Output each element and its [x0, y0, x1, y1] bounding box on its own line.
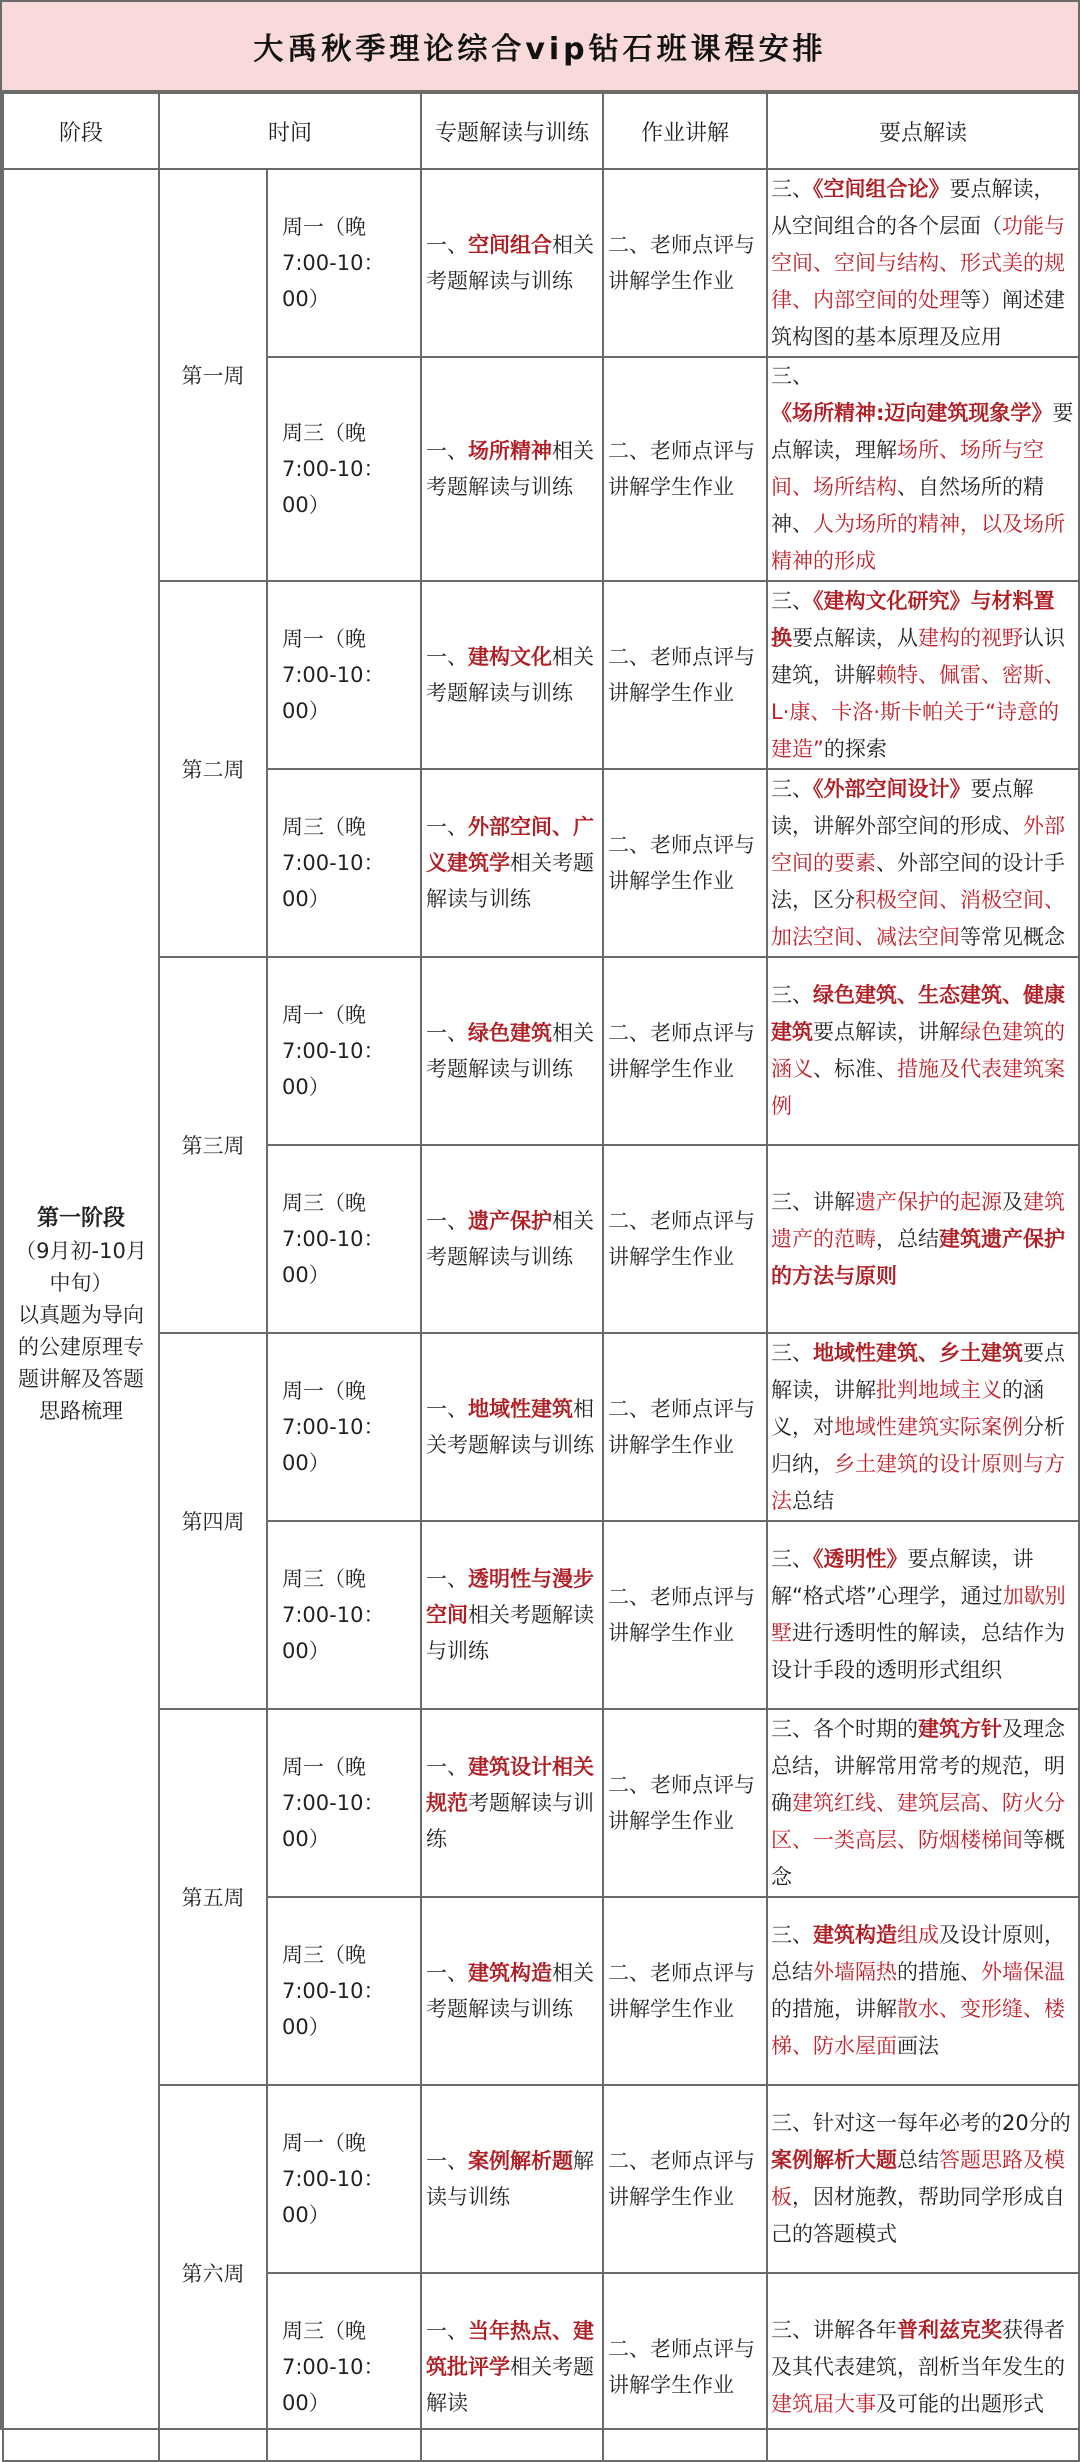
text-run: 等常见概念 [960, 924, 1066, 949]
text-run: ，因材施教，帮助同学形成自己的答题模式 [771, 2185, 1066, 2246]
homework-cell: 二、老师点评与讲解学生作业 [603, 957, 767, 1145]
text-run: 解读与训练 [426, 2149, 595, 2209]
text-run: 外墙保温 [981, 1960, 1066, 1984]
homework-cell: 二、老师点评与讲解学生作业 [603, 1521, 767, 1709]
homework-cell: 二、老师点评与讲解学生作业 [603, 1709, 767, 1897]
text-run: 相关考题解读与训练 [426, 1603, 595, 1663]
text-run: 《空间组合论》 [813, 176, 950, 201]
text-run: 乡土建筑的设计原则与方法 [771, 1451, 1066, 1513]
homework-cell: 二、老师点评与讲解学生作业 [603, 169, 767, 357]
text-run: 三、各个时期的 [771, 1716, 919, 1741]
session-time: 周三（晚7:00-10：00） [267, 357, 421, 581]
text-run: 遗产保护的起源 [855, 1189, 1003, 1214]
text-run: 要点解读，讲解 [771, 1340, 1066, 1402]
text-run: 场所、场所与空间、场所结构 [771, 438, 1045, 499]
text-run: 遗产保护 [468, 1209, 553, 1233]
topic-cell [421, 1145, 603, 1333]
text-run: 等）阐述建筑构图的基本原理及应用 [771, 287, 1066, 349]
text-run: 三、 [771, 176, 814, 201]
text-run: 及 [1002, 1189, 1024, 1214]
homework-cell: 二、老师点评与讲解学生作业 [603, 1145, 767, 1333]
text-run: 建筑红线、建筑层高、防火分区、一类高层、防烟楼梯间 [771, 1790, 1066, 1852]
text-run: 人为场所的精神，以及场所精神的形成 [771, 512, 1066, 573]
text-run: 相关考题解读与训练 [426, 439, 595, 499]
topic-cell [421, 357, 603, 581]
text-run: 分析归纳， [771, 1414, 1066, 1476]
text-run: 案例解析题 [468, 2149, 574, 2173]
text-run: 功能与空间、空间与结构、形式美的规律、内部空间的处理 [771, 213, 1066, 312]
topic-cell [421, 169, 603, 357]
stage-cell [3, 169, 159, 2461]
text-run: 建筑构造 [468, 1961, 553, 1985]
text-run: ，总结 [876, 1226, 940, 1251]
text-run: 相关考题解读与训练 [426, 1021, 595, 1081]
text-run: 地域性建筑实际案例 [834, 1414, 1024, 1439]
week-label: 第二周 [159, 581, 267, 957]
stage-period: （9月初-10月中旬） [15, 1239, 147, 1295]
session-time: 周一（晚7:00-10：00） [267, 581, 421, 769]
text-run: 《建构文化研究》与材料置换 [771, 588, 1055, 650]
text-run: 要点解读，理解 [771, 401, 1074, 462]
session-time: 周三（晚7:00-10：00） [267, 1897, 421, 2085]
text-run: 一、 [426, 233, 469, 257]
session-time: 周一（晚7:00-10：00） [267, 957, 421, 1145]
text-run: 外部空间的要素 [771, 813, 1066, 875]
text-run: 三、讲解各年 [771, 2317, 898, 2342]
text-run: 散水、变形缝、楼梯、防水屋面 [771, 1997, 1066, 2058]
text-run: 绿色建筑、生态建筑、健康建筑 [771, 983, 1066, 1044]
text-run: 要点解读，讲解“格式塔”心理学，通过 [771, 1547, 1034, 1608]
text-run: 一、 [426, 815, 469, 839]
text-run: 相关考题解读与训练 [426, 233, 595, 293]
points-cell [767, 1709, 1079, 1897]
homework-cell: 二、老师点评与讲解学生作业 [603, 1333, 767, 1521]
text-run: 建筑遗产保护的方法与原则 [771, 1226, 1066, 1288]
text-run: 加歇别墅 [771, 1584, 1066, 1645]
homework-cell: 二、老师点评与讲解学生作业 [603, 769, 767, 957]
text-run: 批判地域主义 [876, 1377, 1003, 1402]
homework-cell: 二、老师点评与讲解学生作业 [603, 1897, 767, 2085]
header-topic: 专题解读与训练 [421, 93, 603, 169]
text-run: 相关考题解读与训练 [426, 851, 595, 911]
text-run: 建筑方针 [918, 1716, 1003, 1741]
topic-cell [421, 581, 603, 769]
points-cell [767, 957, 1079, 1145]
text-run: 一、 [426, 2149, 469, 2173]
session-time: 周一（晚7:00-10：00） [267, 1709, 421, 1897]
text-run: 获得者及其代表建筑，剖析当年发生的 [771, 2317, 1066, 2379]
session-time: 周三（晚7:00-10：00） [267, 1521, 421, 1709]
points-cell [767, 169, 1079, 357]
text-run: 《场所精神:迈向建筑现象学》 [771, 401, 1053, 425]
homework-cell: 二、老师点评与讲解学生作业 [603, 357, 767, 581]
text-run: 进行透明性的解读，总结作为设计手段的透明形式组织 [771, 1621, 1066, 1682]
session-row [3, 2085, 1079, 2273]
session-time: 周三（晚7:00-10：00） [267, 2273, 421, 2461]
text-run: 《透明性》 [813, 1547, 908, 1571]
points-cell [767, 1333, 1079, 1521]
text-run: 要点解读，从空间组合的各个层面（ [771, 176, 1055, 238]
header-row [3, 93, 1079, 169]
text-run: 积极空间、消极空间、加法空间、减法空间 [771, 887, 1066, 949]
topic-cell [421, 769, 603, 957]
text-run: 绿色建筑 [468, 1021, 553, 1045]
session-row [3, 1709, 1079, 1897]
text-run: 当年热点、建筑批评学 [426, 2319, 595, 2379]
text-run: 相关考题解读与训练 [426, 1209, 595, 1269]
text-run: 建筑遗产的范畴 [771, 1189, 1066, 1251]
topic-cell [421, 1897, 603, 2085]
stage-name: 第一阶段 [36, 1206, 125, 1231]
session-time: 周一（晚7:00-10：00） [267, 2085, 421, 2273]
text-run: 、标准、 [813, 1057, 898, 1081]
topic-cell [421, 2085, 603, 2273]
text-run: 相关考题解读 [426, 2355, 595, 2415]
text-run: 的措施，讲解 [771, 1997, 898, 2021]
text-run: 要点解读，讲解外部空间的形成、 [771, 776, 1034, 838]
text-run: 组成 [897, 1923, 940, 1947]
stage-desc: 以真题为导向的公建原理专题讲解及答题思路梳理 [18, 1303, 144, 1423]
text-run: 空间组合 [468, 233, 553, 257]
topic-cell [421, 1333, 603, 1521]
text-run: 总结 [897, 2148, 940, 2172]
topic-cell [421, 957, 603, 1145]
text-run: 相关考题解读与训练 [426, 645, 595, 705]
text-run: 地域性建筑 [468, 1397, 574, 1421]
text-run: 场所精神 [468, 439, 553, 463]
text-run: 一、 [426, 2319, 469, 2343]
week-label: 第五周 [159, 1709, 267, 2085]
schedule-table [2, 92, 1080, 2462]
points-cell [767, 1521, 1079, 1709]
text-run: 一、 [426, 1021, 469, 1045]
text-run: 一、 [426, 439, 469, 463]
text-run: 赖特、佩雷、密斯、L·康、卡洛·斯卡帕关于“诗意的建造” [771, 662, 1066, 761]
text-run: 外部空间、广义建筑学 [426, 815, 595, 875]
text-run: 普利兹克奖 [897, 2317, 1003, 2342]
text-run: 画法 [897, 2034, 940, 2058]
header-points: 要点解读 [767, 93, 1079, 169]
text-run: 及设计原则，总结 [771, 1923, 1066, 1984]
text-run: 一、 [426, 1209, 469, 1233]
text-run: 《外部空间设计》 [813, 776, 971, 801]
text-run: 的措施、 [897, 1960, 982, 1984]
text-run: 答题思路及模板 [771, 2148, 1066, 2209]
text-run: 建构的视野 [918, 625, 1024, 650]
session-time: 周一（晚7:00-10：00） [267, 169, 421, 357]
text-run: 总结 [792, 1488, 835, 1513]
text-run: 、自然场所的精神、 [771, 475, 1045, 536]
text-run: 三、针对这一每年必考的20分的 [771, 2111, 1071, 2135]
topic-cell [421, 1709, 603, 1897]
session-time: 周一（晚7:00-10：00） [267, 1333, 421, 1521]
text-run: 认识建筑，讲解 [771, 625, 1066, 687]
text-run: 三、 [771, 776, 814, 801]
text-run: 等概念 [771, 1827, 1066, 1889]
header-stage: 阶段 [3, 93, 159, 169]
text-run: 、外部空间的设计手法，区分 [771, 850, 1066, 912]
session-time: 周三（晚7:00-10：00） [267, 769, 421, 957]
points-cell [767, 2085, 1079, 2273]
text-run: 的探索 [823, 736, 887, 761]
header-time: 时间 [159, 93, 421, 169]
week-label: 第六周 [159, 2085, 267, 2461]
homework-cell: 二、老师点评与讲解学生作业 [603, 2273, 767, 2461]
session-row [3, 957, 1079, 1145]
text-run: 建筑设计相关规范 [426, 1755, 595, 1815]
text-run: 要点解读，从 [792, 625, 919, 650]
points-cell [767, 2273, 1079, 2461]
text-run: 建筑届大事 [771, 2391, 877, 2416]
text-run: 案例解析大题 [771, 2148, 898, 2172]
session-row [3, 581, 1079, 769]
text-run: 一、 [426, 1397, 469, 1421]
text-run: 一、 [426, 645, 469, 669]
text-run: 外墙隔热 [813, 1960, 898, 1984]
points-cell [767, 581, 1079, 769]
session-time: 周三（晚7:00-10：00） [267, 1145, 421, 1333]
text-run: 地域性建筑、乡土建筑 [813, 1340, 1024, 1365]
text-run: 一、 [426, 1567, 469, 1591]
points-cell [767, 769, 1079, 957]
text-run: 三、 [771, 1923, 814, 1947]
text-run: 三、 [771, 364, 814, 388]
homework-cell: 二、老师点评与讲解学生作业 [603, 581, 767, 769]
text-run: 考题解读与训练 [426, 1791, 595, 1851]
page-title: 大禹秋季理论综合vip钻石班课程安排 [2, 2, 1078, 92]
text-run: 三、 [771, 1547, 814, 1571]
text-run: 绿色建筑的涵义 [771, 1020, 1066, 1081]
text-run: 一、 [426, 1961, 469, 1985]
text-run: 的涵义，对 [771, 1377, 1045, 1439]
week-label: 第四周 [159, 1333, 267, 1709]
text-run: 一、 [426, 1755, 469, 1779]
text-run: 建构文化 [468, 645, 553, 669]
session-row [3, 169, 1079, 357]
text-run: 相关考题解读与训练 [426, 1397, 595, 1457]
points-cell [767, 357, 1079, 581]
text-run: 建筑构造 [813, 1923, 898, 1947]
week-label: 第三周 [159, 957, 267, 1333]
points-cell [767, 1897, 1079, 2085]
text-run: 相关考题解读与训练 [426, 1961, 595, 2021]
text-run: 三、 [771, 1340, 814, 1365]
text-run: 及可能的出题形式 [876, 2391, 1045, 2416]
week-label: 第一周 [159, 169, 267, 581]
text-run: 要点解读，讲解 [813, 1020, 961, 1044]
text-run: 透明性与漫步空间 [426, 1567, 595, 1627]
session-row [3, 1333, 1079, 1521]
homework-cell: 二、老师点评与讲解学生作业 [603, 2085, 767, 2273]
text-run: 及理念总结，讲解常用常考的规范，明确 [771, 1716, 1066, 1815]
text-run: 措施及代表建筑案例 [771, 1057, 1066, 1118]
text-run: 三、 [771, 983, 814, 1007]
topic-cell [421, 2273, 603, 2461]
points-cell [767, 1145, 1079, 1333]
text-run: 三、讲解 [771, 1189, 856, 1214]
header-homework: 作业讲解 [603, 93, 767, 169]
topic-cell [421, 1521, 603, 1709]
text-run: 三、 [771, 588, 814, 613]
